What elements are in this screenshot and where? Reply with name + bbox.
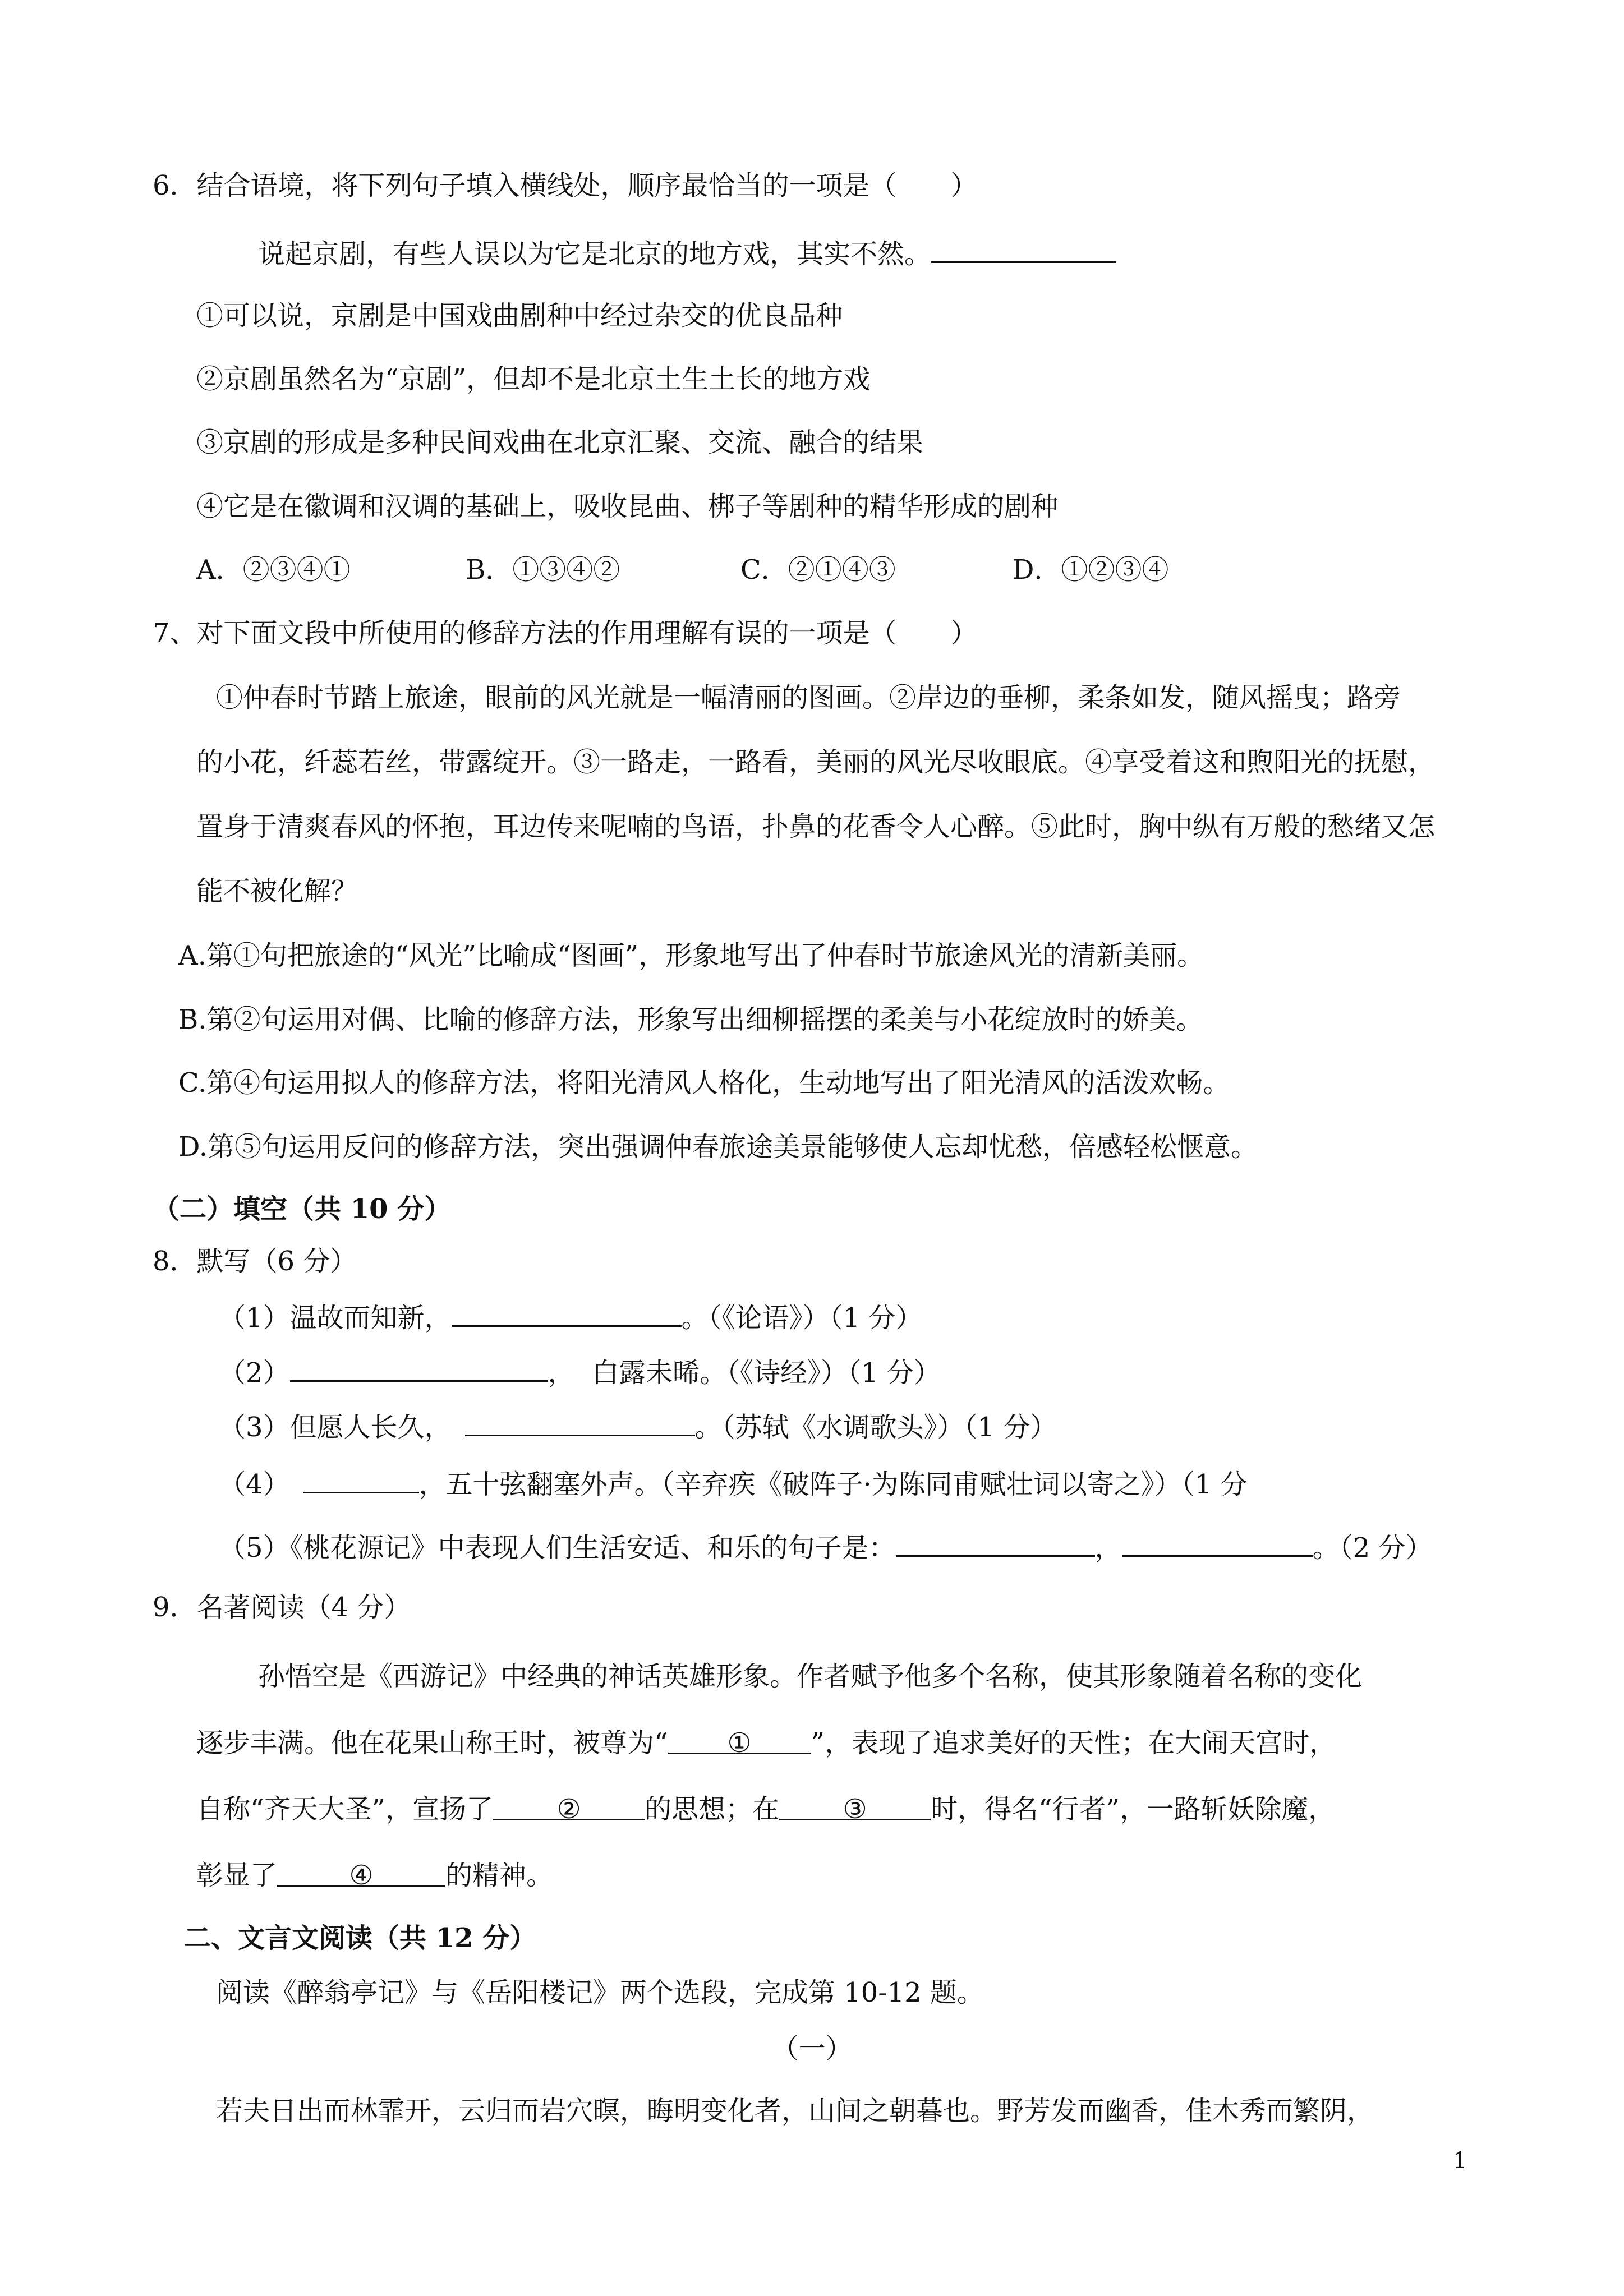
q6-sentence-4: ④它是在徽调和汉调的基础上，吸收昆曲、梆子等剧种的精华形成的剧种 bbox=[196, 491, 1059, 522]
q9-line-4-suffix: 的精神。 bbox=[445, 1860, 554, 1891]
q9-blank-1: ① bbox=[668, 1726, 811, 1754]
q6-context-text: 说起京剧，有些人误以为它是北京的地方戏，其实不然。 bbox=[258, 238, 932, 270]
part2-intro: 阅读《醉翁亭记》与《岳阳楼记》两个选段，完成第 10-12 题。 bbox=[216, 1977, 984, 2008]
q6-context bbox=[258, 234, 1116, 271]
q8-item-5-suffix: 。（2 分） bbox=[1312, 1532, 1433, 1564]
q8-item-1-prefix: （1）温故而知新， bbox=[219, 1302, 452, 1334]
q9-line-3-middle: 的思想；在 bbox=[645, 1794, 780, 1825]
q9-blank-3: ③ bbox=[779, 1792, 931, 1820]
q8-item-4-prefix: （4） bbox=[219, 1469, 290, 1500]
q8-item-5-blank-2 bbox=[1122, 1528, 1313, 1557]
q9-line-3-suffix: 时，得名“行者”，一路斩妖除魔， bbox=[931, 1794, 1336, 1825]
q8-item-3 bbox=[219, 1408, 1057, 1445]
q7-stem: 7、对下面文段中所使用的修辞方法的作用理解有误的一项是（ ） bbox=[153, 617, 978, 649]
q9-line-4-prefix: 彰显了 bbox=[196, 1860, 278, 1891]
q8-item-5-comma: ， bbox=[1094, 1532, 1122, 1564]
q7-passage-line-2: 的小花，纤蕊若丝，带露绽开。③一路走，一路看，美丽的风光尽收眼底。④享受着这和煦阳光的抚慰， bbox=[196, 746, 1436, 778]
q9-blank-2: ② bbox=[493, 1792, 645, 1820]
q7-option-c: C.第④句运用拟人的修辞方法，将阳光清风人格化，生动地写出了阳光清风的活泼欢畅。 bbox=[178, 1067, 1230, 1099]
q8-item-1-blank bbox=[452, 1298, 682, 1327]
q6-sentence-1: ①可以说，京剧是中国戏曲剧种中经过杂交的优良品种 bbox=[196, 300, 843, 331]
q7-option-a: A.第①句把旅途的“风光”比喻成“图画”，形象地写出了仲春时节旅途风光的清新美丽。 bbox=[178, 940, 1204, 971]
q6-option-c: C．②①④③ bbox=[740, 554, 896, 585]
q6-answer-blank bbox=[931, 234, 1116, 263]
q9-line-3-prefix: 自称“齐天大圣”，宣扬了 bbox=[196, 1794, 494, 1825]
section-fill-in-heading: （二）填空（共 10 分） bbox=[153, 1193, 452, 1225]
q9-line-1: 孙悟空是《西游记》中经典的神话英雄形象。作者赋予他多个名称，使其形象随着名称的变化 bbox=[258, 1661, 1363, 1692]
q8-item-3-suffix: 。（苏轼《水调歌头》）（1 分） bbox=[694, 1412, 1057, 1443]
q7-passage-line-3: 置身于清爽春风的怀抱，耳边传来呢喃的鸟语，扑鼻的花香令人心醉。⑤此时，胸中纵有万般的愁绪又怎 bbox=[196, 811, 1436, 842]
q8-item-1 bbox=[219, 1298, 922, 1335]
q8-item-5 bbox=[219, 1528, 1432, 1565]
q8-item-2-blank bbox=[290, 1353, 548, 1382]
q8-item-3-prefix: （3）但愿人长久， bbox=[219, 1412, 452, 1443]
q8-item-2 bbox=[219, 1353, 941, 1390]
q9-line-4 bbox=[196, 1858, 553, 1893]
q8-item-3-blank bbox=[465, 1408, 695, 1436]
part2-subheading-1: （一） bbox=[771, 2033, 853, 2064]
q8-item-4 bbox=[219, 1465, 1248, 1502]
q9-line-2 bbox=[196, 1726, 1336, 1760]
q8-item-5-prefix: （5）《桃花源记》中表现人们生活安适、和乐的句子是： bbox=[219, 1532, 896, 1564]
q8-stem: 8．默写（6 分） bbox=[153, 1246, 357, 1277]
q6-stem: 6．结合语境，将下列句子填入横线处，顺序最恰当的一项是（ ） bbox=[153, 170, 978, 201]
q8-item-1-suffix: 。（《论语》）（1 分） bbox=[681, 1302, 923, 1334]
page-number: 1 bbox=[1453, 2148, 1467, 2174]
q9-blank-4: ④ bbox=[277, 1858, 445, 1887]
q8-item-5-blank-1 bbox=[896, 1528, 1095, 1557]
q6-sentence-2: ②京剧虽然名为“京剧”，但却不是北京土生土长的地方戏 bbox=[196, 363, 871, 395]
q7-option-d: D.第⑤句运用反问的修辞方法，突出强调仲春旅途美景能够使人忘却忧愁，倍感轻松惬意。 bbox=[178, 1131, 1258, 1163]
q8-item-2-prefix: （2） bbox=[219, 1357, 290, 1389]
part2-heading: 二、文言文阅读（共 12 分） bbox=[184, 1922, 537, 1954]
q9-line-2-prefix: 逐步丰满。他在花果山称王时，被尊为“ bbox=[196, 1727, 668, 1759]
q6-option-b: B．①③④② bbox=[466, 554, 620, 585]
q9-line-2-suffix: ”，表现了追求美好的天性；在大闹天宫时， bbox=[811, 1727, 1337, 1759]
q6-option-d: D．①②③④ bbox=[1013, 554, 1169, 585]
q7-passage-line-4: 能不被化解？ bbox=[196, 875, 358, 907]
q9-line-3 bbox=[196, 1792, 1335, 1827]
q7-passage-line-1: ①仲春时节踏上旅途，眼前的风光就是一幅清丽的图画。②岸边的垂柳，柔条如发，随风摇曳；路旁 bbox=[216, 682, 1401, 713]
q6-option-a: A．②③④① bbox=[196, 554, 351, 585]
q7-option-b: B.第②句运用对偶、比喻的修辞方法，形象写出细柳摇摆的柔美与小花绽放时的娇美。 bbox=[178, 1004, 1203, 1035]
q9-stem: 9．名著阅读（4 分） bbox=[153, 1592, 411, 1623]
q8-item-4-suffix: ，五十弦翻塞外声。（辛弃疾《破阵子·为陈同甫赋壮词以寄之》）（1 分 bbox=[418, 1469, 1248, 1500]
part2-text-1: 若夫日出而林霏开，云归而岩穴暝，晦明变化者，山间之朝暮也。野芳发而幽香，佳木秀而繁阴， bbox=[216, 2095, 1374, 2127]
q8-item-2-suffix: ， 白露未晞。（《诗经》）（1 分） bbox=[548, 1357, 941, 1389]
q8-item-4-blank bbox=[303, 1465, 419, 1493]
q6-sentence-3: ③京剧的形成是多种民间戏曲在北京汇聚、交流、融合的结果 bbox=[196, 427, 924, 458]
